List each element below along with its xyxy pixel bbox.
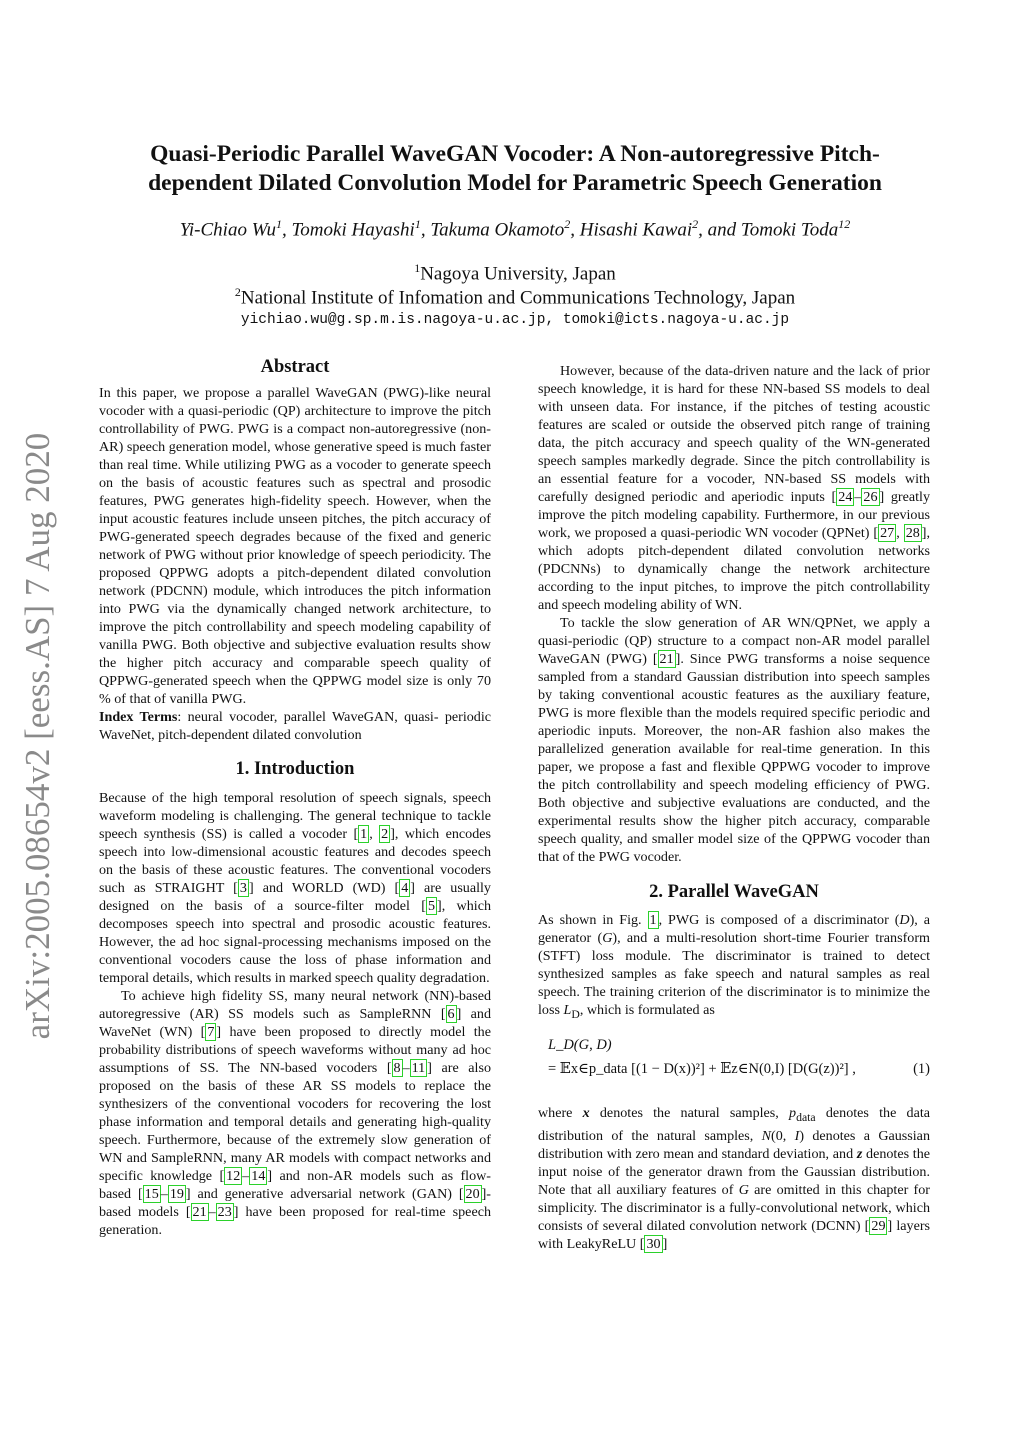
math-symbol: D bbox=[899, 912, 910, 928]
citation-link[interactable]: 8 bbox=[393, 1060, 401, 1076]
citation-link[interactable]: 15 bbox=[144, 1186, 159, 1202]
pwg-paragraph-2: where x denotes the natural samples, $p_{data}$ denotes the data distribution of the natural samples, N(0, I) denotes a Gaussian distribution with zero mean and standard deviation, and z denotes the input noise of the generator drawn from the Gaussian distribution. Note that all auxiliary features of G are omitted in this chapter for simplicity. The discriminator is a fully-convolutional network, which consists of several dilated convolution network (DCNN) [ 29 ] layers with LeakyReLU [ 30 ] bbox=[538, 1104, 931, 1252]
math-vector: x bbox=[582, 1104, 590, 1121]
author-affiliation-mark: 1 bbox=[414, 217, 421, 231]
intro-paragraph-3: However, because of the data-driven nature and the lack of prior speech knowledge, it is hard for these NN-based SS models to deal with unseen data. For instance, if the pitches of testing acoustic features are scaled or outside the observed pitch range of training data, the pitch accuracy and speech quality of the WN-generated speech samples markedly degrade. Since the pitch controllability is an essential feature for a vocoder, NN-based SS models with carefully designed periodic and aperiodic inputs [ 24 – 26 ] greatly improve the pitch modeling capability. Furthermore, in our previous work, we proposed a quasi-periodic WN vocoder (QPNet) [ 27 , 28 ], which adopts pitch-dependent dilated convolution networks (PDCNNs) to dynamically change the network architecture according to the input pitches, to improve the pitch controllability and speech modeling ability of WN. bbox=[538, 363, 931, 613]
citation-link[interactable]: 21 bbox=[659, 651, 674, 667]
index-terms-label: Index Terms bbox=[99, 709, 178, 725]
math-symbol: G bbox=[738, 1181, 749, 1198]
citation-link[interactable]: 20 bbox=[465, 1186, 480, 1202]
introduction-heading: 1. Introduction bbox=[235, 759, 355, 779]
equation-1 bbox=[538, 1036, 930, 1092]
author-name: Tomoki Hayashi bbox=[291, 219, 415, 241]
author-affiliation-mark: 2 bbox=[692, 217, 699, 231]
author-affiliation-mark: 2 bbox=[564, 217, 571, 231]
citation-link[interactable]: 21 bbox=[192, 1204, 207, 1220]
citation-link[interactable]: 12 bbox=[226, 1168, 241, 1184]
equation-1-lhs: L_D(G, D) bbox=[548, 1036, 612, 1053]
intro-paragraph-2: To achieve high fidelity SS, many neural network (NN)-based autoregressive (AR) SS models such as SampleRNN [ 6 ] and WaveNet (WN) [ 7 ] have been proposed to directly model the probability distributions of speech waveforms without many ad hoc assumptions of SS. The NN-based vocoders [ 8 – 11 ] are also proposed on the basis of these AR SS models to replace the synthesizers of the conventional vocoders for recovering the lost phase information and temporal details and generating high-quality speech. Furthermore, because of the extremely slow generation of WN and SampleRNN, many AR models with compact networks and specific knowledge [ 12 – 14 ] and non-AR models such as flow-based [ 15 – 19 ] and generative adversarial network (GAN) [ 20 ]-based models [ 21 – 23 ] have been proposed for real-time speech generation. bbox=[99, 988, 491, 1238]
index-terms-text: : neural vocoder, parallel WaveGAN, quasi- periodic WaveNet, pitch-dependent dilated convolution bbox=[99, 709, 492, 743]
equation-1-number: (1) bbox=[913, 1060, 930, 1077]
abstract-heading: Abstract bbox=[260, 357, 330, 377]
citation-link[interactable]: 4 bbox=[401, 880, 409, 896]
math-vector: z bbox=[856, 1145, 863, 1162]
author-name: Yi-Chiao Wu bbox=[179, 219, 276, 241]
citation-link[interactable]: 27 bbox=[880, 525, 895, 541]
intro-paragraph-1: Because of the high temporal resolution of speech signals, speech waveform modeling is challenging. The general technique to tackle speech synthesis (SS) is called a vocoder [ 1 , 2 ], which encodes speech into low-dimensional acoustic features and decodes speech on the basis of these acoustic features. The conventional vocoders such as STRAIGHT [ 3 ] and WORLD (WD) [ 4 ] are usually designed on the basis of a source-filter model [ 5 ], which decomposes speech into spectral and prosodic acoustic features. However, the ad hoc signal-processing mechanisms imposed on the conventional vocoders cause the loss of phase information and temporal details, which results in marked speech quality degradation. bbox=[99, 790, 492, 986]
affiliation-2-mark: 2 bbox=[234, 285, 241, 299]
citation-link[interactable]: 26 bbox=[863, 489, 878, 505]
math-symbol: L bbox=[563, 1002, 572, 1018]
citation-link[interactable]: 29 bbox=[871, 1217, 886, 1234]
author-list: Yi-Chiao Wu$^1$, Tomoki Hayashi$^1$, Takuma Okamoto$^2$, Hisashi Kawai$^2$, and Tomoki Toda$^{12}$ bbox=[179, 217, 851, 241]
math-symbol: p bbox=[789, 1104, 797, 1121]
pwg-paragraph-1: As shown in Fig. 1 , PWG is composed of a discriminator (D), a generator (G), and a multi-resolution short-time Fourier transform (STFT) loss module. The discriminator is trained to detect synthesized samples as fake speech and natural samples as real speech. The training criterion of the discriminator is to minimize the loss $L_D$, which is formulated as bbox=[538, 912, 931, 1021]
abstract-body: In this paper, we propose a parallel WaveGAN (PWG)-like neural vocoder with a quasi-periodic (QP) architecture to improve the pitch controllability of PWG. PWG is a compact non-autoregressive (non-AR) speech generation model, whose generative speed is much faster than real time. While utilizing PWG as a vocoder to generate speech on the basis of acoustic features such as spectral and prosodic features, PWG generates high-fidelity speech. However, when the input acoustic features include unseen pitches, the pitch accuracy of PWG-generated speech degrades because of the fixed and generic network of PWG without prior knowledge of speech periodicity. The proposed QPPWG adopts a pitch-dependent dilated convolution network (PDCNN) module, which introduces the pitch information into PWG via the dynamically changed network architecture, to improve the pitch controllability and speech modeling capability of vanilla PWG. Both objective and subjective evaluation results show the higher pitch accuracy and comparable speech quality of QPPWG-generated speech when the QPPWG model size is only 70 % of that of vanilla PWG. bbox=[99, 385, 491, 707]
author-affiliation-mark: 1 bbox=[275, 217, 282, 231]
paper-title: Quasi-Periodic Parallel WaveGAN Vocoder: A Non-autoregressive Pitch-dependent Dilated Convolution Model for Parametric Speech Generation bbox=[148, 141, 882, 196]
author-emails: yichiao.wu@g.sp.m.is.nagoya-u.ac.jp, tomoki@icts.nagoya-u.ac.jp bbox=[240, 312, 790, 328]
citation-link[interactable]: 2 bbox=[381, 826, 389, 842]
affiliation-2 bbox=[100, 285, 930, 309]
equation-1-rhs: = 𝔼x∈p_data [(1 − D(x))²] + 𝔼z∈N(0,I) [D(G(z))²] , bbox=[548, 1060, 856, 1077]
math-subscript: data bbox=[796, 1110, 816, 1124]
arxiv-identifier: arXiv:2005.08654v2 [eess.AS] 7 Aug 2020 bbox=[18, 432, 57, 1040]
citation-link[interactable]: 7 bbox=[207, 1024, 215, 1040]
citation-link[interactable]: 6 bbox=[447, 1006, 455, 1022]
author-affiliation-mark: 12 bbox=[838, 217, 851, 231]
citation-link[interactable]: 1 bbox=[649, 912, 657, 928]
affiliation-2-text: National Institute of Infomation and Communications Technology, Japan bbox=[240, 287, 796, 309]
intro-paragraph-4: To tackle the slow generation of AR WN/QPNet, we apply a quasi-periodic (QP) structure to a compact non-AR model parallel WaveGAN (PWG) [ 21 ]. Since PWG transforms a noise sequence sampled from a standard Gaussian distribution into speech samples by taking conventional acoustic features as the auxiliary feature, PWG is more flexible than the models required specific periodic and aperiodic inputs. Moreover, the non-AR fashion also makes the parallelized generation available for real-time generation. In this paper, we propose a fast and flexible QPPWG vocoder to improve the pitch controllability and speech modeling efficiency of PWG. Both objective and subjective evaluations are conducted, and the experimental results show the higher pitch accuracy, comparable speech quality, and smaller model size of the QPPWG vocoder than that of the PWG vocoder. bbox=[538, 615, 930, 865]
citation-link[interactable]: 19 bbox=[169, 1186, 184, 1202]
citation-link[interactable]: 1 bbox=[360, 826, 368, 842]
math-symbol: I bbox=[794, 1127, 800, 1144]
citation-link[interactable]: 28 bbox=[905, 525, 920, 541]
citation-link[interactable]: 23 bbox=[217, 1204, 232, 1220]
affiliation-1-text: Nagoya University, Japan bbox=[420, 263, 616, 285]
right-column bbox=[538, 362, 930, 1253]
pwg-heading: 2. Parallel WaveGAN bbox=[649, 882, 819, 902]
citation-link[interactable]: 5 bbox=[427, 898, 436, 914]
citation-link[interactable]: 24 bbox=[838, 489, 853, 505]
affiliation-1 bbox=[100, 261, 930, 285]
citation-link[interactable]: 14 bbox=[251, 1168, 266, 1184]
math-symbol: N bbox=[761, 1127, 772, 1144]
citation-link[interactable]: 3 bbox=[239, 880, 247, 896]
left-column bbox=[99, 358, 491, 1239]
citation-link[interactable]: 30 bbox=[646, 1235, 661, 1252]
math-subscript: D bbox=[571, 1007, 580, 1021]
author-name: Tomoki Toda bbox=[740, 219, 839, 241]
math-symbol: G bbox=[602, 930, 613, 946]
citation-link[interactable]: 11 bbox=[411, 1060, 426, 1076]
author-name: Hisashi Kawai bbox=[579, 219, 693, 241]
author-name: Takuma Okamoto bbox=[430, 219, 565, 241]
index-terms bbox=[99, 708, 491, 744]
affiliation-1-mark: 1 bbox=[414, 261, 421, 275]
